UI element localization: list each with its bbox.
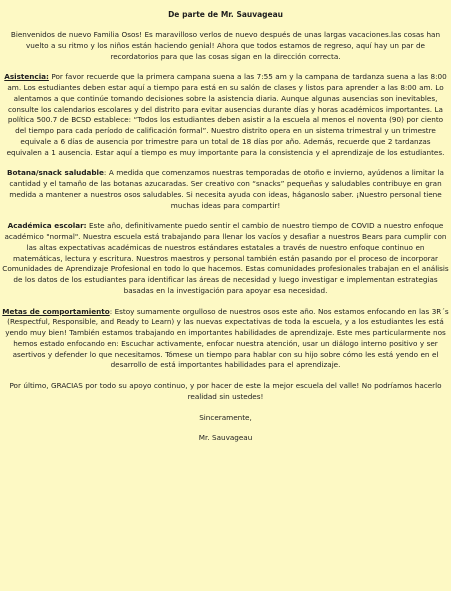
academics-heading: Académica escolar: xyxy=(7,221,87,231)
snack-heading: Botana/snack saludable xyxy=(7,168,104,178)
attendance-paragraph xyxy=(2,72,449,158)
intro-paragraph: Bienvenidos de nuevo Familia Osos! Es maravilloso verlos de nuevo después de unas largas vacaciones.las cosas han vuelto a su ritmo y los niños están haciendo genial! Ahora que todos estamos de regreso, aquí hay un par de recordatorios para que las cosas sigan en la dirección correcta. xyxy=(10,30,441,61)
signature: Mr. Sauvageau xyxy=(198,433,253,443)
behavior-heading: Metas de comportamiento xyxy=(2,306,110,316)
closing-paragraph: Por último, GRACIAS por todo su apoyo continuo, y por hacer de este la mejor escuela del valle! No podríamos hacerlo realidad sin ustedes! xyxy=(9,381,442,401)
snack-paragraph xyxy=(2,168,449,211)
behavior-paragraph xyxy=(2,307,449,372)
academics-paragraph xyxy=(2,221,449,296)
attendance-heading: Asistencia: xyxy=(4,72,49,82)
academics-body: Este año, definitivamente puedo sentir el cambio de nuestro tiempo de COVID a nuestro enfoque académico "normal". Nuestra escuela está trabajando para llenar los vacíos y desafiar a nuestros Bears para cumplir con las altas expectativas académicas de nuestros estándares estatales a través de nuestro enfoque continuo en matemáticas, lectura y escritura. Nuestros maestros y personal también están pasando por el proceso de incorporar Comunidades de Aprendizaje Profesional en todo lo que hacemos. Estas comunidades profesionales trabajan en el análisis de los datos de los estudiantes para identificar las áreas de necesidad y luego investigar e implementan estrategias basadas en la investigación para apoyar esa necesidad. xyxy=(2,221,449,295)
signoff: Sinceramente, xyxy=(199,412,252,422)
attendance-body: Por favor recuerde que la primera campana suena a las 7:55 am y la campana de tardanza suena a las 8:00 am. Los estudiantes deben estar aquí a tiempo para está en su salón de clases y listos para aprender a las 8:00 am. Lo alentamos a que continúe tomando decisiones sobre la asistencia diaria. Aunque algunas ausencias son inevitables, consulte los calendarios escolares y del distrito para evitar ausencias durante días y horas académicos importantes. La política 500.7 de BCSD establece: “Todos los estudiantes deben asistir a la escuela al menos el noventa (90) por ciento del tiempo para cada período de calificación formal”. Nuestro distrito opera en un sistema trimestral y un trimestre equivale a 6 días de ausencia por trimestre para un total de 18 días por año. Además, recuerde que 2 tardanzas equivalen a 1 ausencia. Estar aquí a tiempo es muy importante para la consistencia y el aprendizaje de los estudiantes. xyxy=(6,72,447,157)
snack-body: : A medida que comenzamos nuestras temporadas de otoño e invierno, ayúdenos a limitar la cantidad y el tamaño de las botanas azucaradas. Ser creativo con “snacks” pequeñas y saludables contribuye en gran medida a mantener a nuestros osos saludables. Si necesita ayuda con ideas, háganoslo saber. ¡Nuestro personal tiene muchas ideas para compartir! xyxy=(9,168,444,210)
behavior-body: : Estoy sumamente orgulloso de nuestros osos este año. Nos estamos enfocando en las 3R´s (Respectful, Responsible, and Ready to Learn) y las nuevas expectativas de toda la escuela, y a los estudiantes les está yendo muy bien! También estamos trabajando en importantes habilidades de aprendizaje. Este mes particularmente nos hemos estado enfocando en: Escuchar activamente, enfocar nuestra atención, usar un diálogo interno positivo y ser asertivos y defender lo que necesitamos. Tómese un tiempo para hablar con su hijo sobre cómo les está yendo en el desarrollo de está importantes habilidades para el aprendizaje. xyxy=(5,306,449,370)
letter-title: De parte de Mr. Sauvageau xyxy=(168,10,283,19)
